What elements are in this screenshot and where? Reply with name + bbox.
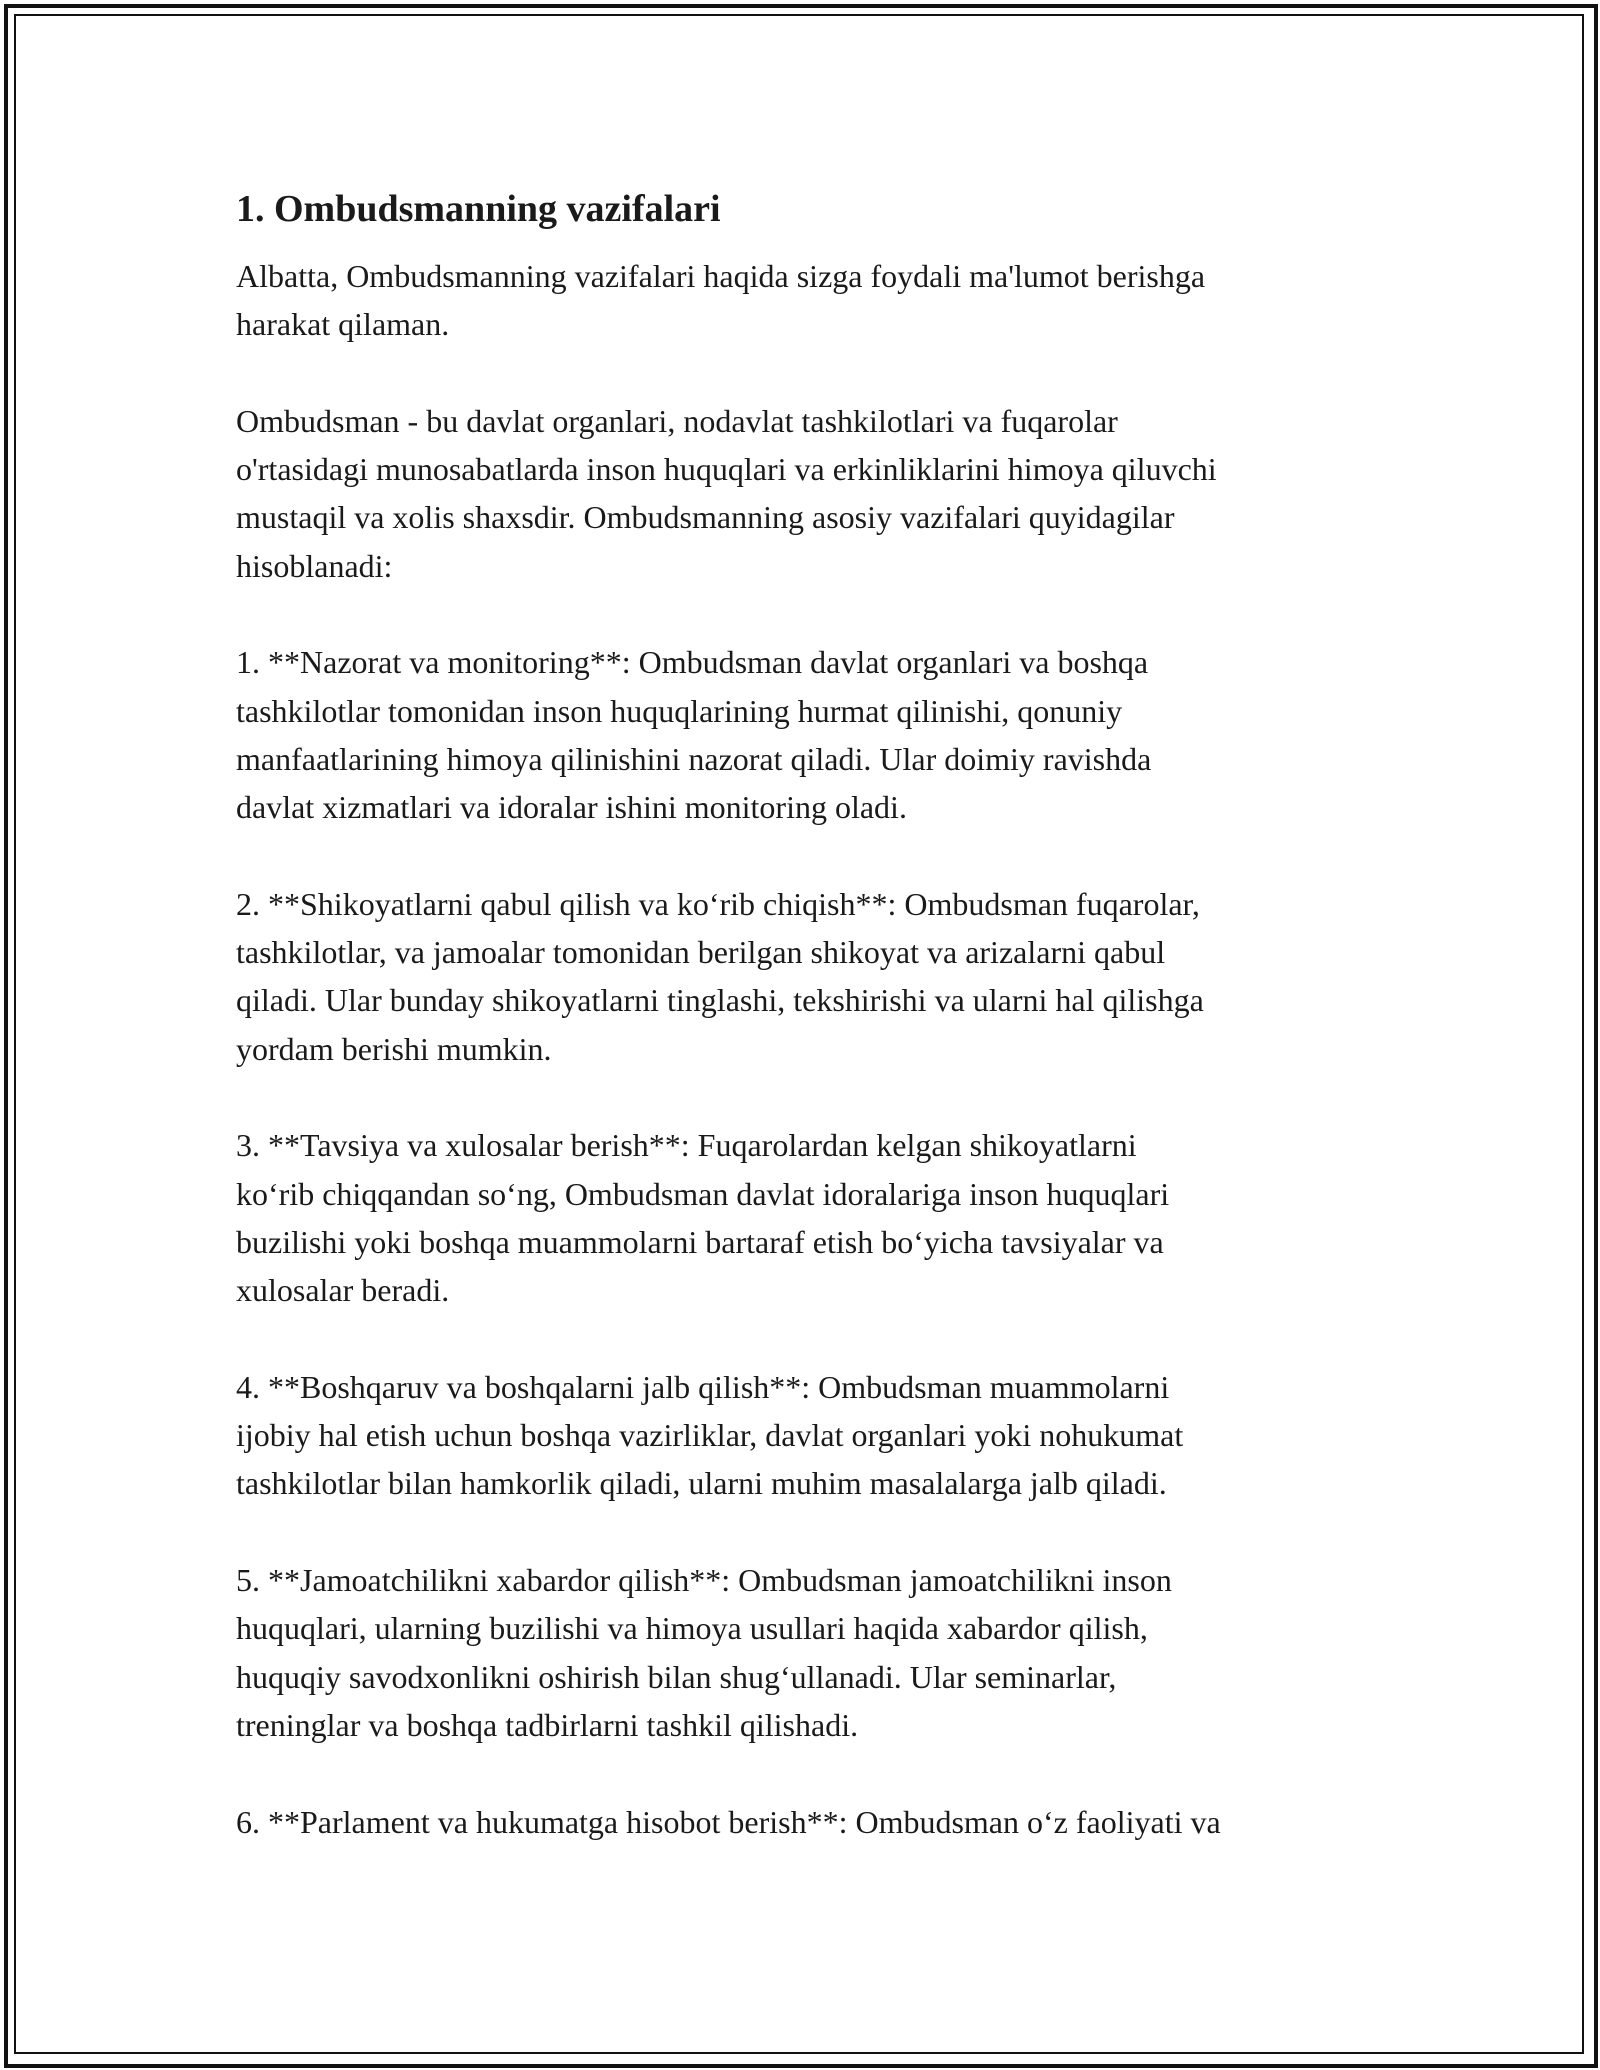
- text-line: 4. **Boshqaruv va boshqalarni jalb qilish**: Ombudsman muammolarni: [236, 1368, 1170, 1405]
- text-line: mustaqil va xolis shaxsdir. Ombudsmanning asosiy vazifalari quyidagilar: [236, 499, 1175, 536]
- text-line: xulosalar beradi.: [236, 1272, 450, 1309]
- text-line: treninglar va boshqa tadbirlarni tashkil qilishadi.: [236, 1706, 859, 1743]
- list-item-1: [236, 638, 1366, 831]
- list-item-3: [236, 1121, 1366, 1314]
- text-line: manfaatlarining himoya qilinishini nazorat qiladi. Ular doimiy ravishda: [236, 740, 1152, 777]
- text-line: yordam berishi mumkin.: [236, 1030, 552, 1067]
- list-item-6: [236, 1798, 1366, 1846]
- text-line: buzilishi yoki boshqa muammolarni bartaraf etish bo‘yicha tavsiyalar va: [236, 1223, 1164, 1260]
- text-line: Albatta, Ombudsmanning vazifalari haqida sizga foydali ma'lumot berishga: [236, 258, 1206, 294]
- document-body: [236, 186, 1366, 1894]
- text-line: 3. **Tavsiya va xulosalar berish**: Fuqarolardan kelgan shikoyatlarni: [236, 1127, 1137, 1164]
- text-line: ijobiy hal etish uchun boshqa vazirliklar, davlat organlari yoki nohukumat: [236, 1417, 1184, 1454]
- paragraph-definition: [236, 397, 1366, 590]
- text-line: 2. **Shikoyatlarni qabul qilish va ko‘rib chiqish**: Ombudsman fuqarolar,: [236, 885, 1200, 922]
- text-line: ko‘rib chiqqandan so‘ng, Ombudsman davlat idoralariga inson huquqlari: [236, 1175, 1170, 1212]
- text-line: qiladi. Ular bunday shikoyatlarni tinglashi, tekshirishi va ularni hal qilishga: [236, 982, 1204, 1019]
- text-line: o'rtasidagi munosabatlarda inson huquqlari va erkinliklarini himoya qiluvchi: [236, 451, 1217, 488]
- text-line: huquqiy savodxonlikni oshirish bilan shug‘ullanadi. Ular seminarlar,: [236, 1658, 1117, 1695]
- document-title: 1. Ombudsmanning vazifalari: [236, 188, 721, 230]
- list-item-4: [236, 1363, 1366, 1508]
- text-line: harakat qilaman.: [236, 306, 450, 343]
- list-item-5: [236, 1556, 1366, 1749]
- text-line: tashkilotlar, va jamoalar tomonidan berilgan shikoyat va arizalarni qabul: [236, 934, 1166, 971]
- text-line: 5. **Jamoatchilikni xabardor qilish**: Ombudsman jamoatchilikni inson: [236, 1562, 1172, 1599]
- text-line: tashkilotlar tomonidan inson huquqlarining hurmat qilinishi, qonuniy: [236, 692, 1123, 729]
- text-line: Ombudsman - bu davlat organlari, nodavlat tashkilotlari va fuqarolar: [236, 402, 1118, 439]
- text-line: huquqlari, ularning buzilishi va himoya usullari haqida xabardor qilish,: [236, 1610, 1148, 1647]
- text-line: tashkilotlar bilan hamkorlik qiladi, ularni muhim masalalarga jalb qiladi.: [236, 1465, 1167, 1502]
- paragraph-intro: [236, 252, 1366, 349]
- text-line: hisoblanadi:: [236, 547, 393, 584]
- text-line: davlat xizmatlari va idoralar ishini monitoring oladi.: [236, 789, 907, 826]
- text-line: 1. **Nazorat va monitoring**: Ombudsman davlat organlari va boshqa: [236, 644, 1149, 681]
- list-item-2: [236, 880, 1366, 1073]
- text-line: 6. **Parlament va hukumatga hisobot berish**: Ombudsman o‘z faoliyati va: [236, 1803, 1221, 1840]
